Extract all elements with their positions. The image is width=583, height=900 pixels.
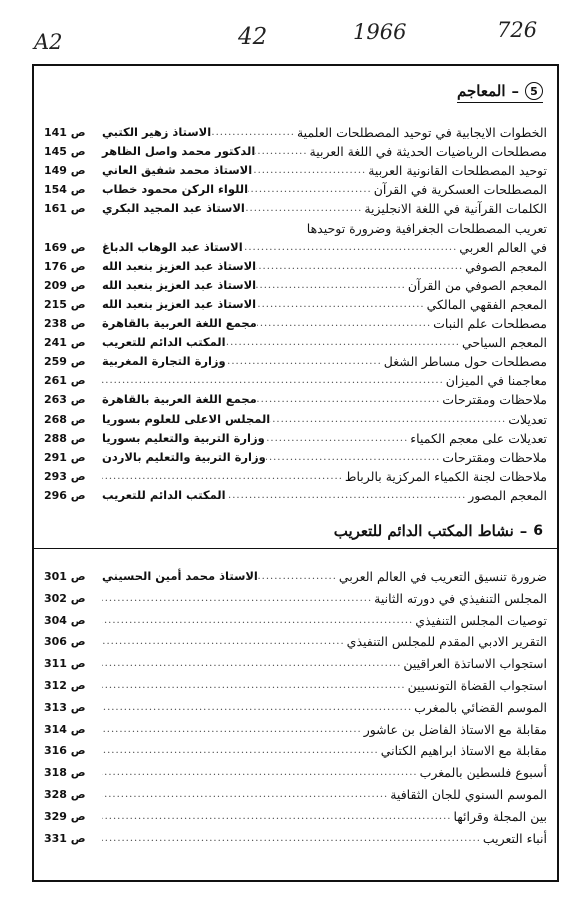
entry-author: الاستاذ عبد الوهاب الدباغ — [102, 239, 243, 254]
entry-page: ص 149 — [44, 164, 86, 178]
toc-entry — [44, 161, 547, 180]
entry-page: ص 314 — [44, 722, 86, 736]
entry-author: المكتب الدائم للتعريب — [102, 335, 226, 350]
entry-author: الدكتور محمد واصل الظاهر — [102, 144, 256, 159]
toc-entry — [44, 238, 547, 257]
section-heading-dictionaries: 5 – المعاجم — [457, 82, 543, 100]
entry-page: ص 161 — [44, 202, 86, 216]
entry-title: ملاحظات ومقترحات — [442, 392, 547, 408]
entry-page: ص 215 — [44, 297, 86, 311]
handwritten-label: A2 — [34, 30, 63, 54]
entry-page: ص 268 — [44, 412, 86, 426]
entry-title: تعريب المصطلحات الجغرافية وضرورة توحيدها — [306, 220, 547, 236]
entry-title: مصطلحات علم النبات — [433, 316, 547, 332]
entry-title: المعجم الفقهي المالكي — [426, 296, 547, 312]
entry-title: تعديلات — [508, 411, 547, 427]
leader-dots — [258, 566, 339, 588]
heading-underline — [457, 102, 543, 103]
entry-title: المعجم السياحي — [461, 335, 547, 351]
entry-page: ص 312 — [44, 678, 86, 692]
leader-dots — [102, 828, 483, 850]
entry-page: ص 288 — [44, 431, 86, 445]
toc-entry — [44, 390, 547, 409]
leader-dots — [211, 123, 297, 142]
entry-title: المعجم الصوفي — [465, 258, 547, 274]
entry-author: المجلس الاعلى للعلوم بسوريا — [102, 411, 271, 426]
toc-entry — [44, 257, 547, 276]
toc-entry — [44, 276, 547, 295]
section-title: المعاجم — [457, 82, 506, 100]
section-divider — [34, 548, 557, 549]
leader-dots — [226, 333, 462, 352]
entry-title: في العالم العربي — [459, 239, 547, 255]
leader-dots — [245, 199, 364, 218]
entry-page: ص 261 — [44, 374, 86, 388]
entry-page: ص 154 — [44, 183, 86, 197]
entry-title: معاجمنا في الميزان — [445, 373, 547, 389]
entry-page: ص 145 — [44, 145, 86, 159]
entry-title: مقابلة مع الاستاذ ابراهيم الكتاني — [380, 743, 547, 759]
toc-entry — [44, 675, 547, 697]
leader-dots — [266, 448, 443, 467]
leader-dots — [102, 806, 453, 828]
entry-author: الاستاذ زهير الكتبي — [102, 125, 212, 140]
entry-author: الاستاذ عبد المجيد البكري — [102, 201, 245, 216]
toc-entry — [44, 740, 547, 762]
entry-title: المصطلحات العسكرية في القرآن — [373, 182, 547, 198]
handwritten-year: 1966 — [353, 20, 407, 44]
entry-title: الموسم القضائي بالمغرب — [414, 699, 547, 715]
entry-author: الاستاذ محمد شفيق العاني — [102, 163, 253, 178]
entry-title: مصطلحات حول مساطر الشغل — [383, 354, 547, 370]
entry-author: الاستاذ محمد أمين الحسيني — [102, 569, 258, 583]
entry-page: ص 311 — [44, 657, 86, 671]
entry-title: تعديلات على معجم الكمياء — [410, 430, 547, 446]
leader-dots — [102, 610, 415, 632]
leader-dots — [102, 653, 403, 675]
leader-dots — [102, 371, 446, 390]
leader-dots — [270, 410, 508, 429]
leader-dots — [256, 257, 465, 276]
entries-list-dictionaries — [44, 123, 547, 505]
entry-page: ص 209 — [44, 278, 86, 292]
entry-page: ص 301 — [44, 570, 86, 583]
leader-dots — [252, 161, 368, 180]
entry-author: اللواء الركن محمود خطاب — [102, 182, 249, 197]
leader-dots — [102, 588, 374, 610]
entry-title: مصطلحات الرياضيات الحديثة في اللغة العربية — [309, 144, 547, 160]
leader-dots — [257, 390, 443, 409]
toc-entry — [44, 199, 547, 218]
entry-page: ص 304 — [44, 613, 86, 627]
entries-list-bureau-activity — [44, 566, 547, 849]
entry-page: ص 328 — [44, 787, 86, 801]
toc-entry — [44, 806, 547, 828]
toc-entry — [44, 295, 547, 314]
section-heading-bureau-activity: 6 – نشاط المكتب الدائم للتعريب — [333, 522, 543, 540]
toc-entry — [44, 828, 547, 850]
toc-entry — [44, 180, 547, 199]
entry-page: ص 316 — [44, 744, 86, 758]
leader-dots — [256, 295, 426, 314]
entry-page: ص 241 — [44, 336, 86, 350]
entry-author: مجمع اللغة العربية بالقاهرة — [102, 316, 257, 331]
entry-title: بين المجلة وقرائها — [453, 808, 547, 824]
entry-title: توحيد المصطلحات القانونية العربية — [368, 163, 547, 179]
handwritten-number: 42 — [238, 24, 268, 50]
entry-title: الخطوات الايجابية في توحيد المصطلحات العلمية — [296, 125, 547, 141]
entry-author: الاستاذ عبد العزيز بنعبد الله — [102, 258, 257, 273]
entry-author: الاستاذ عبد العزيز بنعبد الله — [102, 277, 257, 292]
entry-title: المعجم المصور — [468, 487, 547, 503]
toc-entry — [44, 610, 547, 632]
toc-entry — [44, 352, 547, 371]
entry-page: ص 296 — [44, 488, 86, 502]
leader-dots — [102, 631, 347, 653]
toc-entry — [44, 566, 547, 588]
leader-dots — [256, 276, 408, 295]
entry-author: المكتب الدائم للتعريب — [102, 487, 226, 502]
entry-title: استجواب القضاة التونسيين — [407, 677, 547, 693]
toc-entry — [44, 123, 547, 142]
entry-author: وزارة التربية والتعليم بسوريا — [102, 430, 265, 445]
toc-entry — [44, 467, 547, 486]
entry-title: أسبوع فلسطين بالمغرب — [419, 765, 547, 781]
leader-dots — [102, 784, 390, 806]
entry-page: ص 263 — [44, 393, 86, 407]
entry-page: ص 306 — [44, 635, 86, 649]
toc-entry — [44, 631, 547, 653]
leader-dots — [226, 352, 384, 371]
toc-entry — [44, 784, 547, 806]
entry-page: ص 259 — [44, 355, 86, 369]
leader-dots — [102, 697, 414, 719]
entry-title: استجواب الاساتذة العراقيين — [403, 656, 547, 672]
leader-dots — [257, 314, 433, 333]
leader-dots — [265, 429, 411, 448]
entry-author: الاستاذ عبد العزيز بنعبد الله — [102, 296, 257, 311]
entry-title: أنباء التعريب — [482, 830, 547, 846]
leader-dots — [102, 740, 381, 762]
toc-entry — [44, 762, 547, 784]
entry-page: ص 169 — [44, 240, 86, 254]
toc-entry — [44, 409, 547, 428]
entry-title: مقابلة مع الاستاذ الفاضل بن عاشور — [363, 721, 547, 737]
entry-title: الكلمات القرآنية في اللغة الانجليزية — [364, 201, 547, 217]
toc-entry — [44, 142, 547, 161]
toc-entry — [44, 588, 547, 610]
toc-entry — [44, 653, 547, 675]
handwritten-page-ref: 726 — [497, 18, 538, 42]
entry-page: ص 176 — [44, 259, 86, 273]
entry-author: مجمع اللغة العربية بالقاهرة — [102, 392, 257, 407]
leader-dots — [226, 486, 469, 505]
toc-entry — [44, 448, 547, 467]
entry-title: ملاحظات ومقترحات — [442, 449, 547, 465]
entry-page: ص 318 — [44, 766, 86, 780]
entry-title: المعجم الصوفي من القرآن — [407, 277, 547, 293]
entry-title: التقرير الادبي المقدم للمجلس التنفيذي — [346, 634, 547, 650]
entry-title: المجلس التنفيذي في دورته الثانية — [374, 590, 547, 606]
entry-title: توصيات المجلس التنفيذي — [415, 612, 547, 628]
leader-dots — [102, 467, 345, 486]
toc-entry — [44, 333, 547, 352]
entry-page: ص 313 — [44, 700, 86, 714]
toc-entry — [44, 218, 547, 237]
leader-dots — [248, 180, 374, 199]
entry-author: وزارة التربية والتعليم بالاردن — [102, 449, 266, 464]
leader-dots — [102, 719, 364, 741]
entry-author: وزارة التجارة المغربية — [102, 354, 226, 369]
leader-dots — [102, 675, 408, 697]
entry-title: الموسم السنوي للجان الثقافية — [390, 786, 547, 802]
leader-dots — [255, 142, 309, 161]
entry-title: ضرورة تنسيق التعريب في العالم العربي — [338, 569, 547, 584]
toc-entry — [44, 697, 547, 719]
entry-page: ص 141 — [44, 126, 86, 140]
section-title: نشاط المكتب الدائم للتعريب — [333, 522, 514, 540]
toc-entry — [44, 429, 547, 448]
leader-dots — [243, 238, 460, 257]
entry-page: ص 329 — [44, 809, 86, 823]
section-number: 5 — [525, 82, 543, 100]
toc-entry — [44, 719, 547, 741]
toc-entry — [44, 314, 547, 333]
entry-page: ص 331 — [44, 831, 86, 845]
entry-page: ص 238 — [44, 317, 86, 331]
entry-page: ص 302 — [44, 591, 86, 605]
entry-title: ملاحظات لجنة الكمياء المركزية بالرباط — [344, 468, 547, 484]
contents-frame — [32, 64, 559, 882]
toc-entry — [44, 486, 547, 505]
entry-page: ص 293 — [44, 469, 86, 483]
section-number: 6 — [533, 523, 543, 539]
toc-entry — [44, 371, 547, 390]
entry-page: ص 291 — [44, 450, 86, 464]
leader-dots — [102, 762, 420, 784]
